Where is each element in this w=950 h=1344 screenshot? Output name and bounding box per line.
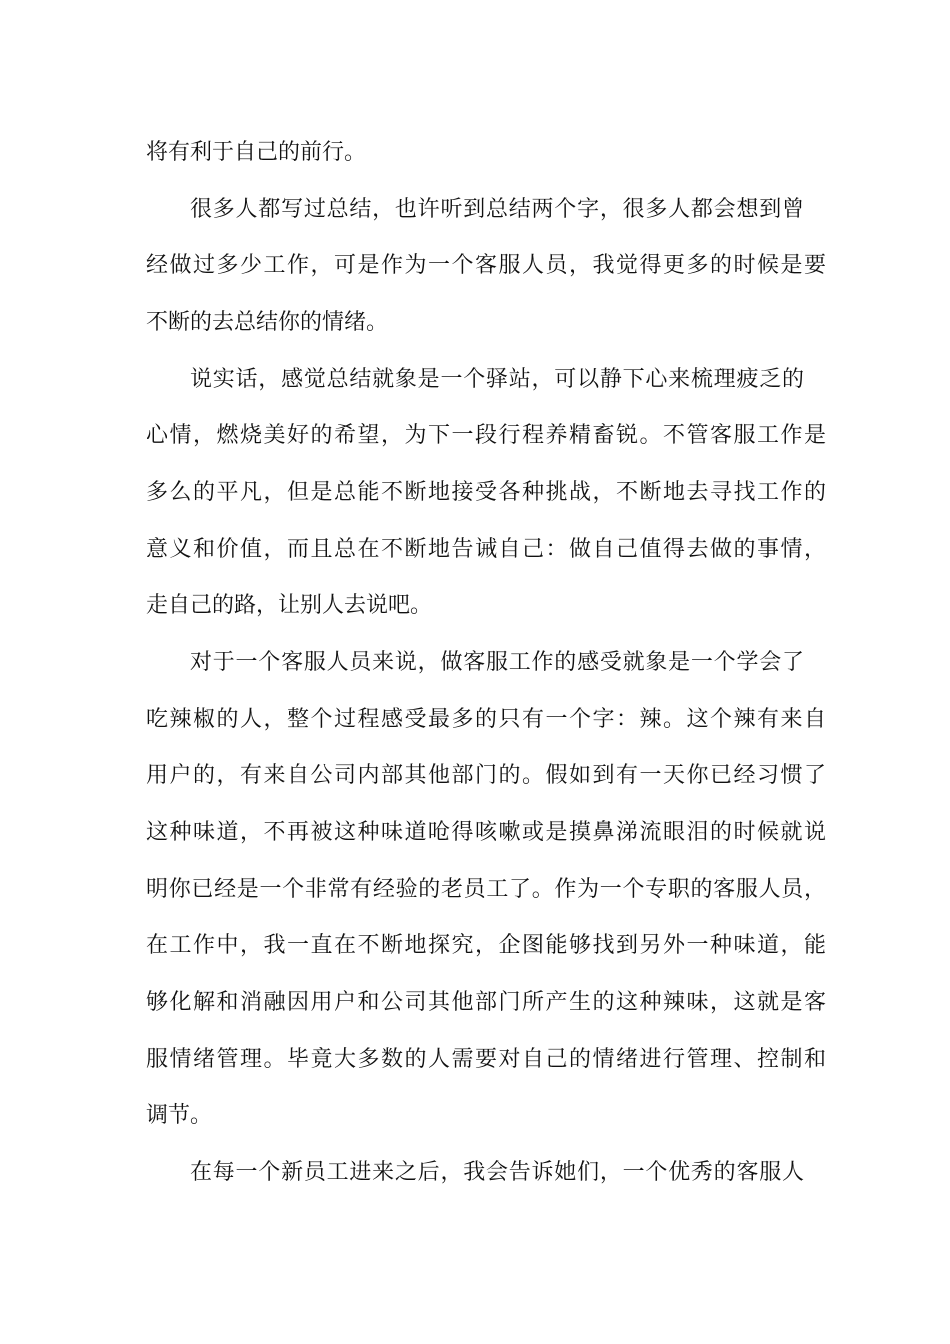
text-line: 在工作中，我一直在不断地探究，企图能够找到另外一种味道，能 <box>146 933 826 958</box>
text-line: 服情绪管理。毕竟大多数的人需要对自己的情绪进行管理、控制和 <box>146 1047 826 1072</box>
text-line: 经做过多少工作，可是作为一个客服人员，我觉得更多的时候是要 <box>146 253 826 278</box>
text-line: 调节。 <box>146 1103 213 1128</box>
paragraph-first-line: 很多人都写过总结，也许听到总结两个字，很多人都会想到曾 <box>190 197 804 222</box>
text-line: 多么的平凡，但是总能不断地接受各种挑战，不断地去寻找工作的 <box>146 480 826 505</box>
text-line: 走自己的路，让别人去说吧。 <box>146 593 433 618</box>
text-line: 将有利于自己的前行。 <box>146 140 367 165</box>
paragraph-first-line: 对于一个客服人员来说，做客服工作的感受就象是一个学会了 <box>190 650 804 675</box>
paragraph-first-line: 在每一个新员工进来之后，我会告诉她们，一个优秀的客服人 <box>190 1160 804 1185</box>
text-line: 意义和价值，而且总在不断地告诫自己：做自己值得去做的事情， <box>146 537 826 562</box>
text-line: 心情，燃烧美好的希望，为下一段行程养精畜锐。不管客服工作是 <box>146 423 826 448</box>
text-line: 吃辣椒的人，整个过程感受最多的只有一个字：辣。这个辣有来自 <box>146 707 826 732</box>
text-line: 不断的去总结你的情绪。 <box>146 310 389 335</box>
text-line: 用户的，有来自公司内部其他部门的。假如到有一天你已经习惯了 <box>146 763 826 788</box>
paragraph-first-line: 说实话，感觉总结就象是一个驿站，可以静下心来梳理疲乏的 <box>190 367 804 392</box>
text-line: 这种味道，不再被这种味道呛得咳嗽或是摸鼻涕流眼泪的时候就说 <box>146 820 826 845</box>
text-line: 够化解和消融因用户和公司其他部门所产生的这种辣味，这就是客 <box>146 990 826 1015</box>
text-line: 明你已经是一个非常有经验的老员工了。作为一个专职的客服人员， <box>146 877 826 902</box>
